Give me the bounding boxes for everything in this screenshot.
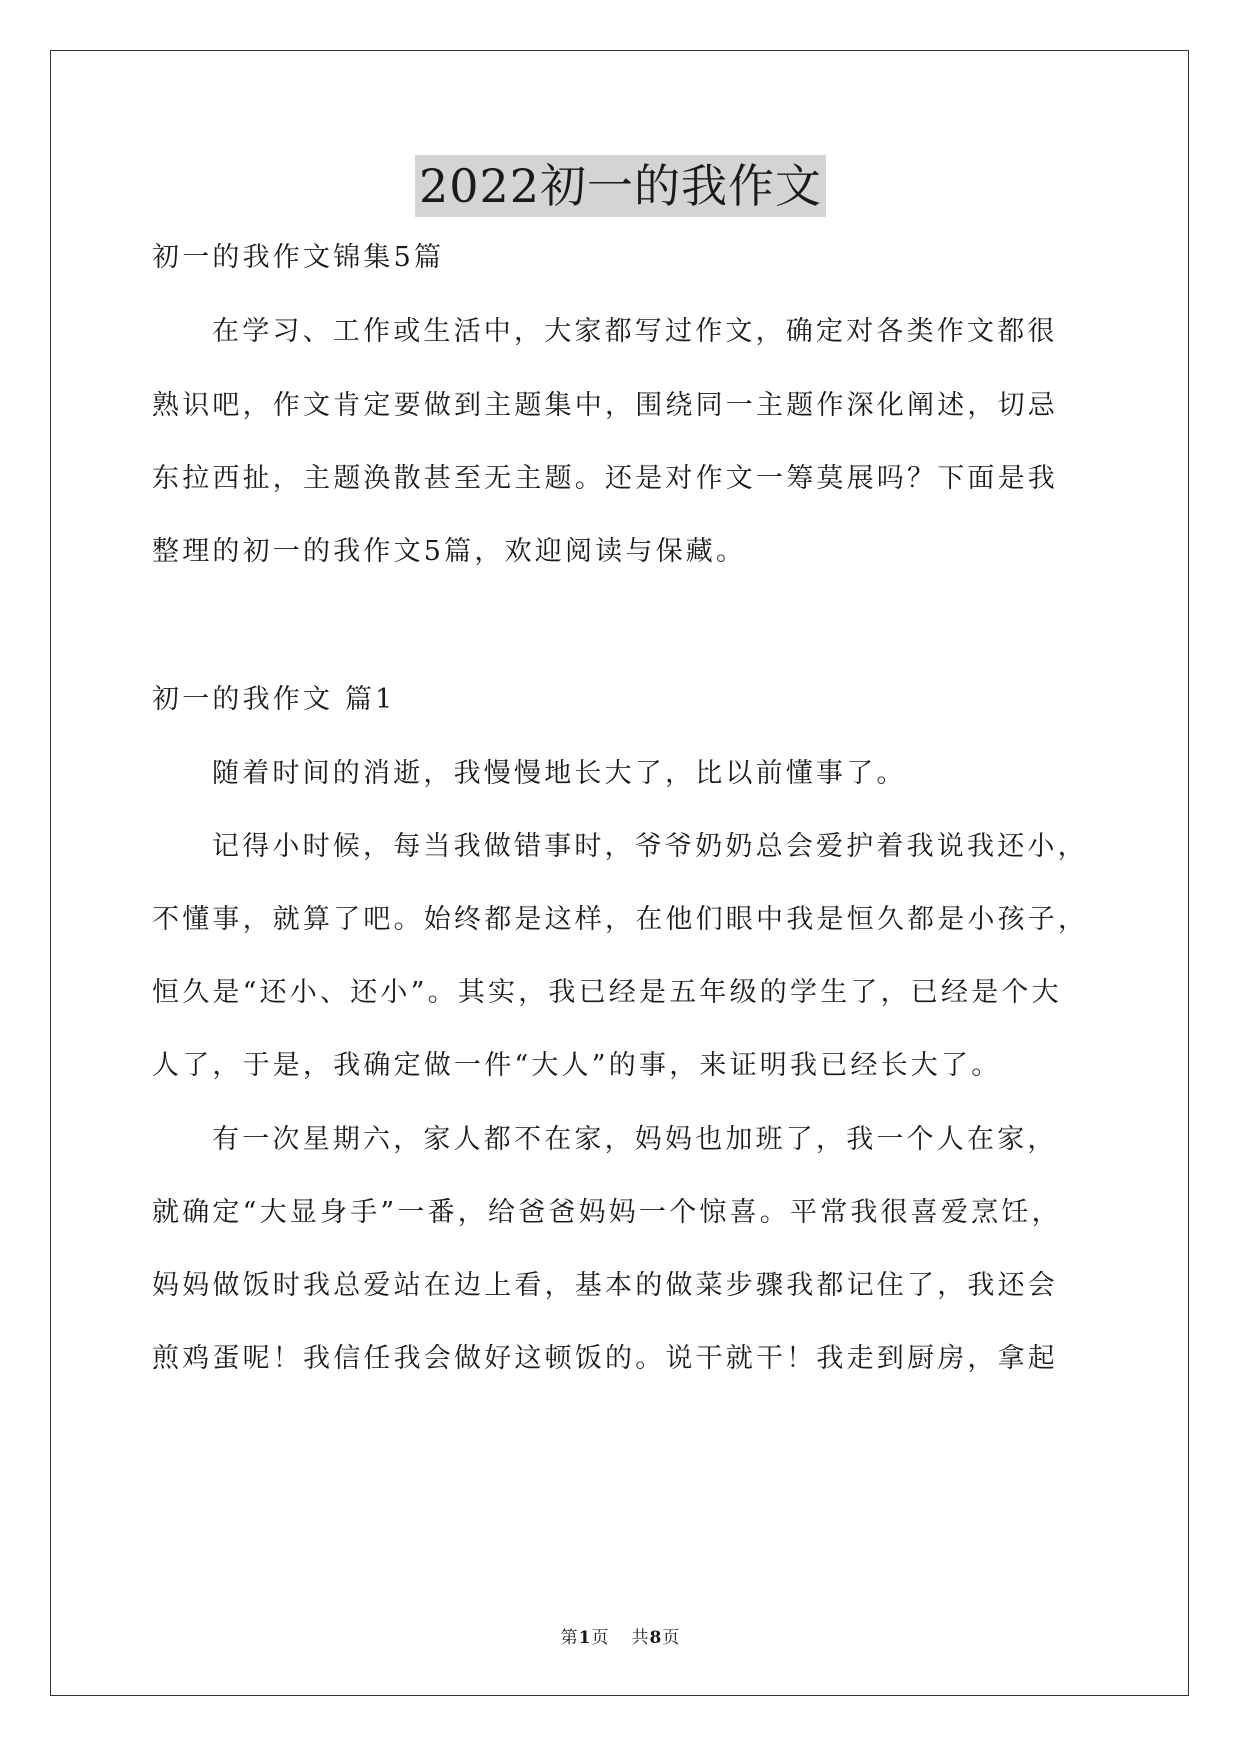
intro-line: 东拉西扯，主题涣散甚至无主题。还是对作文一筹莫展吗？下面是我 — [152, 463, 1058, 494]
body-line: 记得小时候，每当我做错事时，爷爷奶奶总会爱护着我说我还小， — [212, 831, 1088, 862]
body-line: 有一次星期六，家人都不在家，妈妈也加班了，我一个人在家， — [212, 1124, 1058, 1155]
page-suffix: 页 — [591, 1628, 610, 1648]
document-title: 2022初一的我作文 — [415, 155, 826, 217]
body-line: 妈妈做饭时我总爱站在边上看，基本的做菜步骤我都记住了，我还会 — [152, 1270, 1058, 1301]
total-pages: 8 — [649, 1628, 663, 1648]
total-prefix: 共 — [631, 1628, 650, 1648]
body-line: 人了，于是，我确定做一件“大人”的事，来证明我已经长大了。 — [152, 1050, 1002, 1081]
total-suffix: 页 — [662, 1628, 681, 1648]
subtitle: 初一的我作文锦集5篇 — [152, 242, 445, 273]
page-prefix: 第 — [560, 1628, 579, 1648]
body-line: 不懂事，就算了吧。始终都是这样，在他们眼中我是恒久都是小孩子， — [152, 904, 1089, 935]
body-line: 煎鸡蛋呢！我信任我会做好这顿饭的。说干就干！我走到厨房，拿起 — [152, 1343, 1058, 1374]
section-heading: 初一的我作文 篇1 — [152, 684, 396, 715]
intro-line: 熟识吧，作文肯定要做到主题集中，围绕同一主题作深化阐述，切忌 — [152, 390, 1058, 421]
page-footer — [0, 1623, 1241, 1648]
body-line: 恒久是“还小、还小”。其实，我已经是五年级的学生了，已经是个大 — [152, 977, 1062, 1008]
intro-line: 在学习、工作或生活中，大家都写过作文，确定对各类作文都很 — [212, 316, 1058, 347]
page-frame — [50, 50, 1189, 1696]
page-number: 1 — [578, 1628, 592, 1648]
body-line: 随着时间的消逝，我慢慢地长大了，比以前懂事了。 — [212, 758, 907, 789]
intro-line: 整理的初一的我作文5篇，欢迎阅读与保藏。 — [152, 536, 747, 567]
title-container — [0, 155, 1241, 217]
body-line: 就确定“大显身手”一番，给爸爸妈妈一个惊喜。平常我很喜爱烹饪， — [152, 1197, 1062, 1228]
